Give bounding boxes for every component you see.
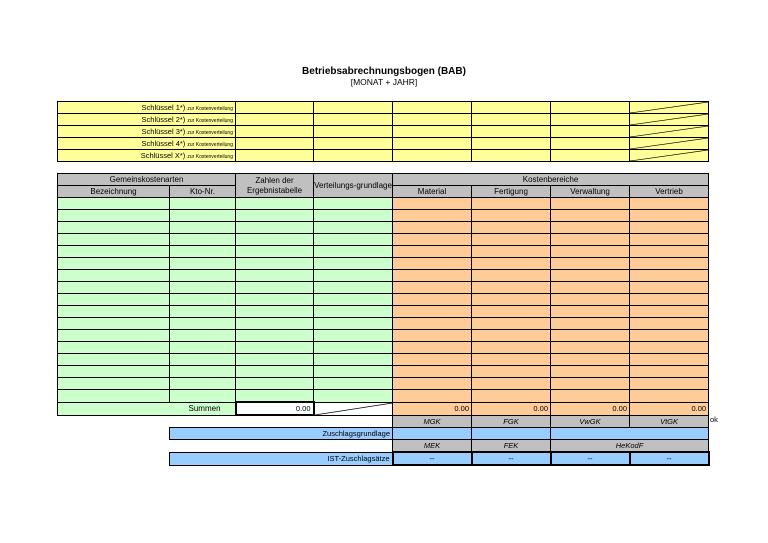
key-input-cell[interactable]: [236, 114, 314, 126]
vertrieb-cell[interactable]: [630, 198, 709, 210]
material-cell[interactable]: [393, 354, 472, 366]
key-diagonal-cell: [630, 126, 709, 138]
key-diagonal-cell: [630, 138, 709, 150]
group-cost-centers-header: Kostenbereiche: [393, 174, 709, 186]
verteilung-cell[interactable]: [314, 222, 393, 234]
material-cell[interactable]: [393, 234, 472, 246]
verwaltung-cell[interactable]: [551, 318, 630, 330]
key-input-cell[interactable]: [236, 126, 314, 138]
table-row: [58, 198, 709, 210]
key-input-cell[interactable]: [551, 138, 630, 150]
key-input-cell[interactable]: [472, 150, 551, 162]
label-fgk: FGK: [472, 415, 551, 428]
key-input-cell[interactable]: [314, 150, 393, 162]
key-input-cell[interactable]: [472, 126, 551, 138]
verteilung-cell[interactable]: [314, 390, 393, 403]
zahlen-cell[interactable]: [236, 294, 314, 306]
key-label-cell: [58, 102, 236, 114]
vertrieb-cell[interactable]: [630, 222, 709, 234]
kto-cell[interactable]: [170, 198, 236, 210]
zahlen-cell[interactable]: [236, 354, 314, 366]
kto-cell[interactable]: [170, 222, 236, 234]
key-row: [58, 138, 709, 150]
sum-row: [58, 402, 709, 415]
zuschlag-herstellkosten[interactable]: [551, 428, 709, 440]
fertigung-cell[interactable]: [472, 354, 551, 366]
label-vwgk: VwGK: [551, 415, 630, 428]
verteilung-cell[interactable]: [314, 294, 393, 306]
zahlen-cell[interactable]: [236, 330, 314, 342]
key-diagonal-cell: [630, 102, 709, 114]
bezeichnung-cell[interactable]: [58, 366, 170, 378]
table-row: [58, 270, 709, 282]
key-diagonal-cell: [630, 114, 709, 126]
kto-cell[interactable]: [170, 378, 236, 390]
col-verwaltung-header: Verwaltung: [551, 186, 630, 198]
key-suffix: zur Kostenverteilung: [187, 118, 233, 124]
zahlen-cell[interactable]: [236, 246, 314, 258]
verteilung-cell[interactable]: [314, 258, 393, 270]
zahlen-cell[interactable]: [236, 342, 314, 354]
page-subtitle: [MONAT + JAHR]: [350, 77, 418, 87]
zuschlag-material[interactable]: [393, 428, 472, 440]
verteilung-cell[interactable]: [314, 198, 393, 210]
key-input-cell[interactable]: [236, 150, 314, 162]
fertigung-cell[interactable]: [472, 258, 551, 270]
kto-cell[interactable]: [170, 294, 236, 306]
bezeichnung-cell[interactable]: [58, 306, 170, 318]
verwaltung-cell[interactable]: [551, 354, 630, 366]
verteilung-cell[interactable]: [314, 246, 393, 258]
bezeichnung-cell[interactable]: [58, 258, 170, 270]
group-common-costs-header: Gemeinskostenarten: [58, 174, 236, 186]
fertigung-cell[interactable]: [472, 378, 551, 390]
key-input-cell[interactable]: [551, 150, 630, 162]
table-row: [58, 246, 709, 258]
bezeichnung-cell[interactable]: [58, 354, 170, 366]
key-input-cell[interactable]: [236, 102, 314, 114]
vertrieb-cell[interactable]: [630, 270, 709, 282]
ist-verwaltung[interactable]: --: [551, 452, 630, 465]
ist-label: IST-Zuschlagsätze: [170, 452, 393, 465]
vertrieb-cell[interactable]: [630, 306, 709, 318]
material-cell[interactable]: [393, 318, 472, 330]
verteilung-cell[interactable]: [314, 354, 393, 366]
material-cell[interactable]: [393, 342, 472, 354]
table-row: [58, 210, 709, 222]
verteilung-cell[interactable]: [314, 330, 393, 342]
verteilung-cell[interactable]: [314, 234, 393, 246]
key-input-cell[interactable]: [551, 114, 630, 126]
ist-material[interactable]: --: [393, 452, 472, 465]
table-row: [58, 318, 709, 330]
verwaltung-cell[interactable]: [551, 342, 630, 354]
verwaltung-cell[interactable]: [551, 366, 630, 378]
key-label: Schlüssel 3*): [141, 127, 186, 136]
sum-verwaltung[interactable]: 0.00: [551, 402, 630, 415]
vertrieb-cell[interactable]: [630, 378, 709, 390]
key-suffix: zur Kostenverteilung: [187, 106, 233, 112]
key-input-cell[interactable]: [472, 102, 551, 114]
material-cell[interactable]: [393, 330, 472, 342]
key-row: [58, 102, 709, 114]
key-label: Schlüssel 1*): [141, 103, 186, 112]
zahlen-cell[interactable]: [236, 390, 314, 403]
zahlen-cell[interactable]: [236, 306, 314, 318]
fertigung-cell[interactable]: [472, 210, 551, 222]
vertrieb-cell[interactable]: [630, 246, 709, 258]
fertigung-cell[interactable]: [472, 318, 551, 330]
verteilung-cell[interactable]: [314, 210, 393, 222]
key-label-cell: [58, 150, 236, 162]
key-input-cell[interactable]: [314, 102, 393, 114]
material-cell[interactable]: [393, 270, 472, 282]
bezeichnung-cell[interactable]: [58, 390, 170, 403]
vertrieb-cell[interactable]: [630, 294, 709, 306]
fertigung-cell[interactable]: [472, 222, 551, 234]
bezeichnung-cell[interactable]: [58, 342, 170, 354]
table-row: [58, 222, 709, 234]
kto-cell[interactable]: [170, 246, 236, 258]
key-input-cell[interactable]: [314, 126, 393, 138]
sum-vertrieb[interactable]: 0.00: [630, 402, 709, 415]
key-input-cell[interactable]: [393, 102, 472, 114]
fertigung-cell[interactable]: [472, 342, 551, 354]
kto-cell[interactable]: [170, 282, 236, 294]
table-row: [58, 234, 709, 246]
page-title: Betriebsabrechnungsbogen (BAB): [302, 66, 466, 77]
key-input-cell[interactable]: [551, 126, 630, 138]
col-verteilung-header: Verteilungs-grundlage: [314, 174, 393, 198]
ok-indicator: ok: [710, 415, 718, 424]
kto-cell[interactable]: [170, 210, 236, 222]
zahlen-cell[interactable]: [236, 222, 314, 234]
verteilung-cell[interactable]: [314, 366, 393, 378]
label-mek: MEK: [393, 440, 472, 453]
verwaltung-cell[interactable]: [551, 306, 630, 318]
zuschlag-fertigung[interactable]: [472, 428, 551, 440]
bezeichnung-cell[interactable]: [58, 246, 170, 258]
bezeichnung-cell[interactable]: [58, 234, 170, 246]
key-input-cell[interactable]: [314, 138, 393, 150]
distribution-keys-table: [57, 101, 709, 162]
key-input-cell[interactable]: [472, 138, 551, 150]
bezeichnung-cell[interactable]: [58, 198, 170, 210]
vertrieb-cell[interactable]: [630, 330, 709, 342]
fertigung-cell[interactable]: [472, 294, 551, 306]
kto-cell[interactable]: [170, 258, 236, 270]
fertigung-cell[interactable]: [472, 282, 551, 294]
ist-vertrieb[interactable]: --: [630, 452, 709, 465]
col-vertrieb-header: Vertrieb: [630, 186, 709, 198]
key-label-cell: [58, 138, 236, 150]
material-cell[interactable]: [393, 306, 472, 318]
verwaltung-cell[interactable]: [551, 222, 630, 234]
verteilung-cell[interactable]: [314, 342, 393, 354]
zahlen-cell[interactable]: [236, 378, 314, 390]
table-row: [58, 330, 709, 342]
verwaltung-cell[interactable]: [551, 390, 630, 403]
zahlen-cell[interactable]: [236, 270, 314, 282]
fertigung-cell[interactable]: [472, 366, 551, 378]
table-row: [58, 294, 709, 306]
key-suffix: zur Kostenverteilung: [187, 154, 233, 160]
material-cell[interactable]: [393, 258, 472, 270]
fertigung-cell[interactable]: [472, 270, 551, 282]
key-input-cell[interactable]: [393, 114, 472, 126]
verteilung-cell[interactable]: [314, 306, 393, 318]
kto-cell[interactable]: [170, 306, 236, 318]
key-input-cell[interactable]: [236, 138, 314, 150]
label-hekodf: HeKodF: [551, 440, 709, 453]
key-row: [58, 126, 709, 138]
bezeichnung-cell[interactable]: [58, 294, 170, 306]
bab-main-table: [57, 173, 710, 466]
label-fek: FEK: [472, 440, 551, 453]
key-label: Schlüssel 4*): [141, 139, 186, 148]
base-labels-row: [58, 440, 709, 453]
key-label: Schlüssel X*): [140, 151, 186, 160]
material-cell[interactable]: [393, 210, 472, 222]
key-input-cell[interactable]: [393, 138, 472, 150]
verteilung-cell[interactable]: [314, 270, 393, 282]
verwaltung-cell[interactable]: [551, 234, 630, 246]
verwaltung-cell[interactable]: [551, 270, 630, 282]
table-row: [58, 342, 709, 354]
verteilung-cell[interactable]: [314, 318, 393, 330]
col-kto-header: Kto-Nr.: [170, 186, 236, 198]
vertrieb-cell[interactable]: [630, 282, 709, 294]
kto-cell[interactable]: [170, 342, 236, 354]
table-row: [58, 366, 709, 378]
verwaltung-cell[interactable]: [551, 198, 630, 210]
zahlen-cell[interactable]: [236, 282, 314, 294]
key-input-cell[interactable]: [393, 150, 472, 162]
col-zahlen-header: Zahlen der Ergebnistabelle: [236, 174, 314, 198]
zahlen-cell[interactable]: [236, 366, 314, 378]
table-row: [58, 306, 709, 318]
col-bezeichnung-header: Bezeichnung: [58, 186, 170, 198]
kto-cell[interactable]: [170, 366, 236, 378]
verwaltung-cell[interactable]: [551, 294, 630, 306]
table-row: [58, 378, 709, 390]
bezeichnung-cell[interactable]: [58, 210, 170, 222]
kto-cell[interactable]: [170, 234, 236, 246]
vertrieb-cell[interactable]: [630, 354, 709, 366]
overhead-labels-row: [58, 415, 709, 428]
fertigung-cell[interactable]: [472, 390, 551, 403]
bezeichnung-cell[interactable]: [58, 222, 170, 234]
table-row: [58, 354, 709, 366]
zuschlag-label: Zuschlagsgrundlage: [170, 428, 393, 440]
material-cell[interactable]: [393, 282, 472, 294]
ist-fertigung[interactable]: --: [472, 452, 551, 465]
verwaltung-cell[interactable]: [551, 330, 630, 342]
key-input-cell[interactable]: [551, 102, 630, 114]
key-input-cell[interactable]: [314, 114, 393, 126]
key-input-cell[interactable]: [393, 126, 472, 138]
material-cell[interactable]: [393, 246, 472, 258]
key-row: [58, 114, 709, 126]
sum-total-cell[interactable]: 0.00: [236, 402, 314, 415]
label-vtgk: VtGK: [630, 415, 709, 428]
fertigung-cell[interactable]: [472, 306, 551, 318]
material-cell[interactable]: [393, 294, 472, 306]
vertrieb-cell[interactable]: [630, 318, 709, 330]
material-cell[interactable]: [393, 390, 472, 403]
kto-cell[interactable]: [170, 318, 236, 330]
verwaltung-cell[interactable]: [551, 258, 630, 270]
header-row-1: [58, 174, 709, 186]
label-mgk: MGK: [393, 415, 472, 428]
zahlen-cell[interactable]: [236, 210, 314, 222]
kto-cell[interactable]: [170, 270, 236, 282]
bezeichnung-cell[interactable]: [58, 330, 170, 342]
table-row: [58, 282, 709, 294]
bezeichnung-cell[interactable]: [58, 270, 170, 282]
vertrieb-cell[interactable]: [630, 234, 709, 246]
ist-row: [58, 452, 709, 465]
key-label-cell: [58, 126, 236, 138]
material-cell[interactable]: [393, 366, 472, 378]
key-label: Schlüssel 2*): [141, 115, 186, 124]
sum-label: Summen: [58, 402, 236, 415]
key-suffix: zur Kostenverteilung: [187, 130, 233, 136]
sum-diagonal-cell: [314, 402, 393, 415]
vertrieb-cell[interactable]: [630, 210, 709, 222]
material-cell[interactable]: [393, 222, 472, 234]
zuschlag-row: [58, 428, 709, 440]
kto-cell[interactable]: [170, 354, 236, 366]
zahlen-cell[interactable]: [236, 198, 314, 210]
vertrieb-cell[interactable]: [630, 258, 709, 270]
key-diagonal-cell: [630, 150, 709, 162]
verwaltung-cell[interactable]: [551, 378, 630, 390]
fertigung-cell[interactable]: [472, 198, 551, 210]
kto-cell[interactable]: [170, 390, 236, 403]
col-material-header: Material: [393, 186, 472, 198]
col-fertigung-header: Fertigung: [472, 186, 551, 198]
verwaltung-cell[interactable]: [551, 282, 630, 294]
zahlen-cell[interactable]: [236, 234, 314, 246]
material-cell[interactable]: [393, 378, 472, 390]
verwaltung-cell[interactable]: [551, 246, 630, 258]
fertigung-cell[interactable]: [472, 330, 551, 342]
zahlen-cell[interactable]: [236, 318, 314, 330]
vertrieb-cell[interactable]: [630, 390, 709, 403]
bezeichnung-cell[interactable]: [58, 282, 170, 294]
kto-cell[interactable]: [170, 330, 236, 342]
fertigung-cell[interactable]: [472, 234, 551, 246]
verwaltung-cell[interactable]: [551, 210, 630, 222]
fertigung-cell[interactable]: [472, 246, 551, 258]
bezeichnung-cell[interactable]: [58, 378, 170, 390]
key-suffix: zur Kostenverteilung: [187, 142, 233, 148]
vertrieb-cell[interactable]: [630, 342, 709, 354]
table-row: [58, 390, 709, 403]
key-input-cell[interactable]: [472, 114, 551, 126]
verteilung-cell[interactable]: [314, 378, 393, 390]
verteilung-cell[interactable]: [314, 282, 393, 294]
sum-material[interactable]: 0.00: [393, 402, 472, 415]
table-row: [58, 258, 709, 270]
sum-fertigung[interactable]: 0.00: [472, 402, 551, 415]
key-label-cell: [58, 114, 236, 126]
material-cell[interactable]: [393, 198, 472, 210]
vertrieb-cell[interactable]: [630, 366, 709, 378]
bezeichnung-cell[interactable]: [58, 318, 170, 330]
zahlen-cell[interactable]: [236, 258, 314, 270]
key-row: [58, 150, 709, 162]
